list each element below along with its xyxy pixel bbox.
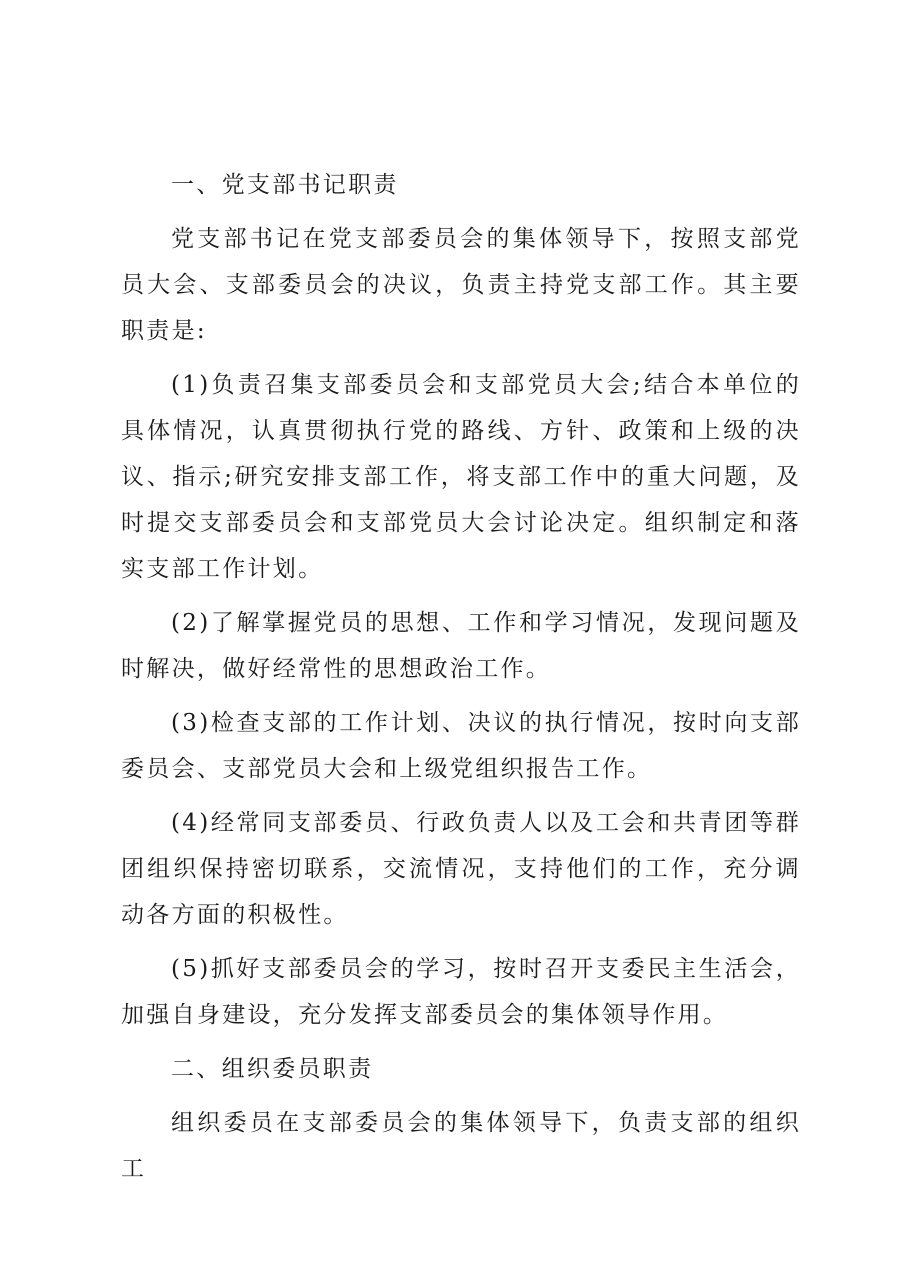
paragraph-secretary-intro: 党支部书记在党支部委员会的集体领导下，按照支部党员大会、支部委员会的决议，负责主持党支部工作。其主要职责是: — [121, 226, 801, 344]
section-heading-party-secretary: 一、党支部书记职责 — [171, 172, 399, 198]
list-item: (5)抓好支部委员会的学习，按时召开支委民主生活会，加强自身建设，充分发挥支部委员会的集体领导作用。 — [121, 956, 801, 1028]
section-heading-organization-member: 二、组织委员职责 — [171, 1056, 374, 1082]
document-body — [121, 162, 801, 1200]
list-item: (4)经常同支部委员、行政负责人以及工会和共青团等群团组织保持密切联系，交流情况，支持他们的工作，充分调动各方面的积极性。 — [121, 810, 801, 928]
paragraph-organization-intro: 组织委员在支部委员会的集体领导下，负责支部的组织工 — [121, 1110, 801, 1182]
list-item: (3)检查支部的工作计划、决议的执行情况，按时向支部委员会、支部党员大会和上级党组织报告工作。 — [121, 710, 801, 782]
list-item: (1)负责召集支部委员会和支部党员大会;结合本单位的具体情况，认真贯彻执行党的路线、方针、政策和上级的决议、指示;研究安排支部工作，将支部工作中的重大问题，及时提交支部委员会和支部党员大会讨论决定。组织制定和落实支部工作计划。 — [121, 372, 801, 582]
list-item: (2)了解掌握党员的思想、工作和学习情况，发现问题及时解决，做好经常性的思想政治工作。 — [121, 610, 801, 682]
